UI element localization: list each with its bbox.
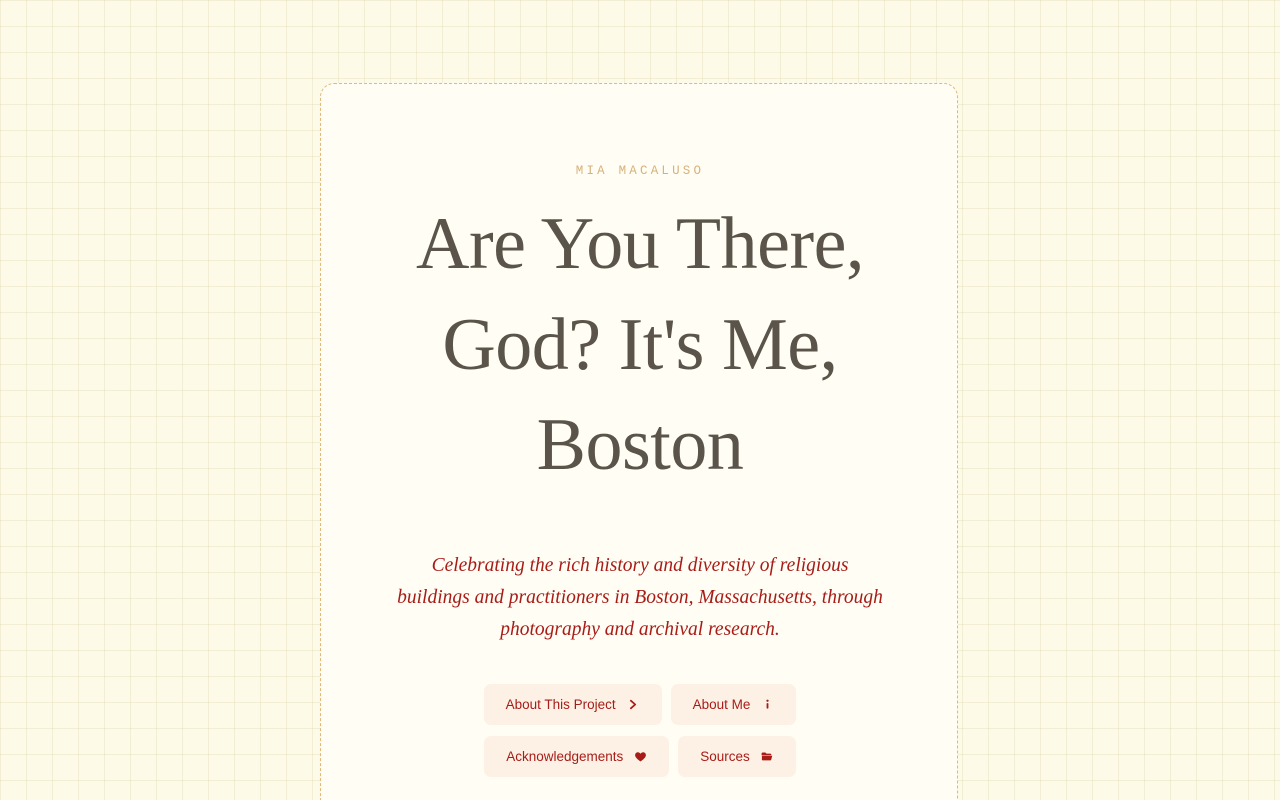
folder-icon xyxy=(760,750,774,764)
sources-button[interactable] xyxy=(678,736,796,777)
acknowledgements-button[interactable] xyxy=(484,736,669,777)
chevron-right-icon xyxy=(626,698,640,712)
secondary-button-row xyxy=(321,736,959,777)
hero-card xyxy=(320,83,958,800)
hero-content xyxy=(321,84,959,777)
heart-icon xyxy=(633,750,647,764)
about-me-button[interactable] xyxy=(671,684,797,725)
author-eyebrow: MIA MACALUSO xyxy=(575,164,705,178)
sources-label: Sources xyxy=(700,749,750,765)
about-me-label: About Me xyxy=(692,697,751,713)
acknowledgements-label: Acknowledgements xyxy=(506,749,624,765)
info-icon xyxy=(760,698,774,712)
primary-button-row xyxy=(321,684,959,725)
about-this-project-label: About This Project xyxy=(505,697,616,713)
about-this-project-button[interactable] xyxy=(484,684,662,725)
page-subtitle: Celebrating the rich history and diversity of religious buildings and practitioners in Boston, Massachusetts, through photography and archival research. xyxy=(397,554,883,641)
page-title: Are You There, God? It's Me, Boston xyxy=(416,203,864,487)
